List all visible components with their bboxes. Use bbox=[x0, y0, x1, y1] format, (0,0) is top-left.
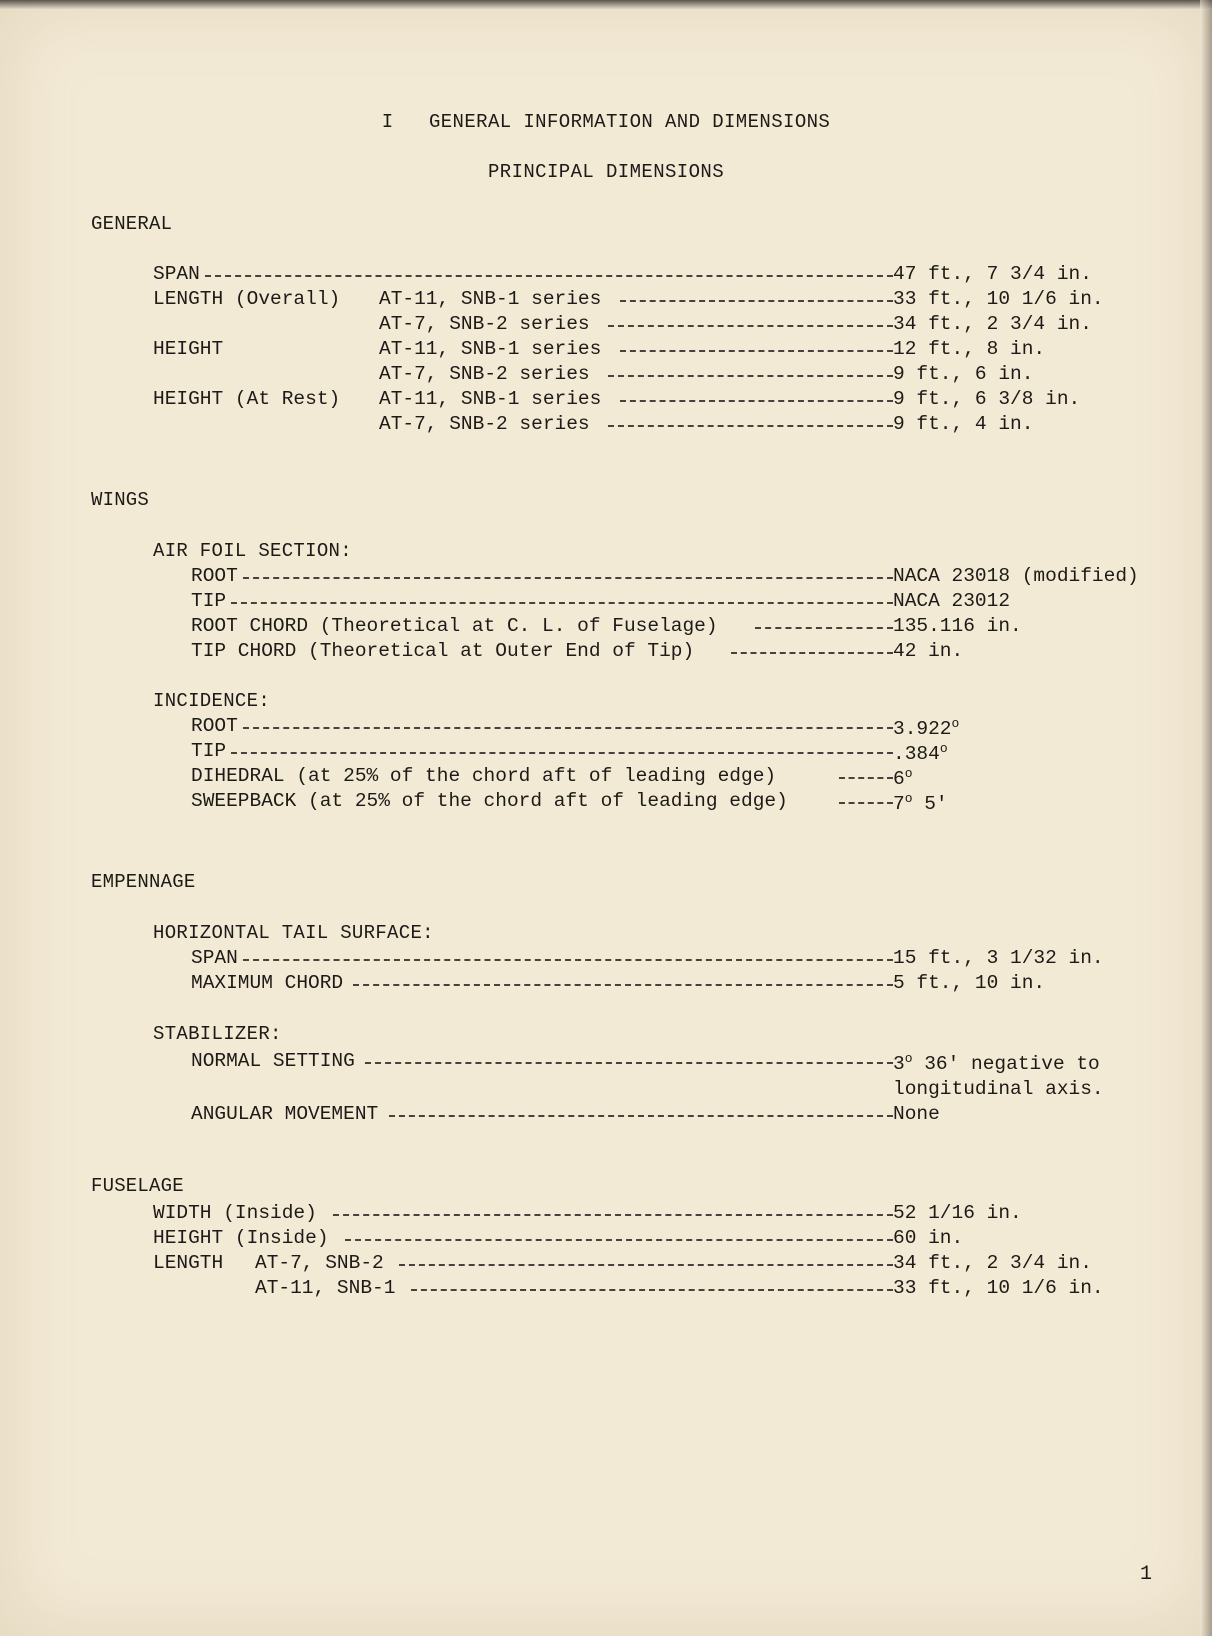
maximum-chord-label: MAXIMUM CHORD bbox=[191, 972, 344, 994]
air-foil-section-title: AIR FOIL SECTION: bbox=[153, 540, 352, 562]
general-height-model-at7: AT-7, SNB-2 series bbox=[379, 363, 590, 385]
general-row-height-rest-at7 bbox=[153, 415, 1153, 439]
general-height-label: HEIGHT bbox=[153, 338, 224, 360]
incidence-root-label: ROOT bbox=[191, 715, 238, 737]
air-foil-row-root bbox=[153, 567, 1153, 591]
angular-movement-value: None bbox=[893, 1103, 940, 1125]
general-span-value: 47 ft., 7 3/4 in. bbox=[893, 263, 1092, 285]
leader-line bbox=[755, 627, 893, 629]
general-height-rest-value-at7: 9 ft., 4 in. bbox=[893, 413, 1034, 435]
fuselage-row-height bbox=[153, 1229, 1153, 1253]
root-chord-label: ROOT CHORD (Theoretical at C. L. of Fuselage) bbox=[191, 615, 718, 637]
general-length-model-at7: AT-7, SNB-2 series bbox=[379, 313, 590, 335]
leader-line bbox=[839, 802, 893, 804]
incidence-tip-label: TIP bbox=[191, 740, 227, 762]
incidence-row-root bbox=[153, 717, 1153, 741]
fuselage-length-value-at11: 33 ft., 10 1/6 in. bbox=[893, 1277, 1104, 1299]
leader-line bbox=[333, 1214, 893, 1216]
incidence-row-tip bbox=[153, 742, 1153, 766]
principal-dimensions-heading: PRINCIPAL DIMENSIONS bbox=[487, 161, 725, 183]
leader-line bbox=[620, 350, 893, 352]
general-row-height-at11 bbox=[153, 340, 1153, 364]
air-foil-row-tip bbox=[153, 592, 1153, 616]
fuselage-length-model-at7: AT-7, SNB-2 bbox=[255, 1252, 384, 1274]
sweepback-label: SWEEPBACK (at 25% of the chord aft of leading edge) bbox=[191, 790, 788, 812]
horizontal-row-span bbox=[153, 949, 1153, 973]
general-row-height-rest-at11 bbox=[153, 390, 1153, 414]
horizontal-tail-title: HORIZONTAL TAIL SURFACE: bbox=[153, 922, 434, 944]
empennage-section-title: EMPENNAGE bbox=[91, 871, 196, 893]
degree-mark: o bbox=[904, 1051, 913, 1066]
tip-chord-value: 42 in. bbox=[893, 640, 964, 662]
stabilizer-row-angular-movement bbox=[153, 1105, 1153, 1129]
leader-line bbox=[608, 325, 893, 327]
air-foil-root-label: ROOT bbox=[191, 565, 238, 587]
section-heading: I GENERAL INFORMATION AND DIMENSIONS bbox=[381, 111, 831, 133]
degree-mark: o bbox=[904, 766, 913, 781]
fuselage-height-value: 60 in. bbox=[893, 1227, 964, 1249]
air-foil-row-tip-chord bbox=[153, 642, 1153, 666]
stabilizer-title: STABILIZER: bbox=[153, 1023, 282, 1045]
dihedral-label: DIHEDRAL (at 25% of the chord aft of leading edge) bbox=[191, 765, 777, 787]
general-row-length-at7 bbox=[153, 315, 1153, 339]
incidence-tip-value: .384$^o$ bbox=[893, 741, 948, 765]
normal-setting-value: 3$^o$ 36' negative to bbox=[893, 1051, 1100, 1075]
root-chord-value: 135.116 in. bbox=[893, 615, 1022, 637]
general-height-rest-model-at11: AT-11, SNB-1 series bbox=[379, 388, 602, 410]
page-number: 1 bbox=[1140, 1563, 1153, 1586]
leader-line bbox=[731, 652, 893, 654]
fuselage-length-value-at7: 34 ft., 2 3/4 in. bbox=[893, 1252, 1092, 1274]
general-height-value-at11: 12 ft., 8 in. bbox=[893, 338, 1046, 360]
general-span-label: SPAN bbox=[153, 263, 200, 285]
fuselage-length-label: LENGTH bbox=[153, 1252, 224, 1274]
fuselage-row-length-at11 bbox=[153, 1279, 1153, 1303]
general-row-span bbox=[153, 265, 1153, 289]
incidence-title: INCIDENCE: bbox=[153, 690, 271, 712]
general-height-value-at7: 9 ft., 6 in. bbox=[893, 363, 1034, 385]
general-height-rest-label: HEIGHT (At Rest) bbox=[153, 388, 341, 410]
sweepback-value: 7$^o$ 5' bbox=[893, 791, 948, 815]
general-length-label: LENGTH (Overall) bbox=[153, 288, 341, 310]
degree-mark: o bbox=[904, 791, 913, 806]
leader-line bbox=[389, 1115, 893, 1117]
wings-section-title: WINGS bbox=[91, 489, 150, 511]
fuselage-width-label: WIDTH (Inside) bbox=[153, 1202, 317, 1224]
incidence-row-dihedral bbox=[153, 767, 1153, 791]
general-length-model-at11: AT-11, SNB-1 series bbox=[379, 288, 602, 310]
leader-line bbox=[231, 602, 893, 604]
general-height-rest-model-at7: AT-7, SNB-2 series bbox=[379, 413, 590, 435]
horizontal-span-label: SPAN bbox=[191, 947, 238, 969]
maximum-chord-value: 5 ft., 10 in. bbox=[893, 972, 1046, 994]
leader-line bbox=[345, 1239, 893, 1241]
leader-line bbox=[243, 959, 893, 961]
air-foil-row-root-chord bbox=[153, 617, 1153, 641]
degree-mark: o bbox=[951, 716, 960, 731]
fuselage-row-width bbox=[153, 1204, 1153, 1228]
dihedral-value: 6$^o$ bbox=[893, 766, 913, 790]
leader-line bbox=[839, 777, 893, 779]
air-foil-root-value: NACA 23018 (modified) bbox=[893, 565, 1139, 587]
general-length-value-at7: 34 ft., 2 3/4 in. bbox=[893, 313, 1092, 335]
general-row-length-at11 bbox=[153, 290, 1153, 314]
general-row-height-at7 bbox=[153, 365, 1153, 389]
fuselage-length-model-at11: AT-11, SNB-1 bbox=[255, 1277, 396, 1299]
leader-line bbox=[353, 984, 893, 986]
general-length-value-at11: 33 ft., 10 1/6 in. bbox=[893, 288, 1104, 310]
tip-chord-label: TIP CHORD (Theoretical at Outer End of Tip) bbox=[191, 640, 695, 662]
normal-setting-label: NORMAL SETTING bbox=[191, 1050, 355, 1072]
leader-line bbox=[243, 577, 893, 579]
leader-line bbox=[243, 727, 893, 729]
leader-line bbox=[608, 375, 893, 377]
leader-line bbox=[620, 300, 893, 302]
general-height-model-at11: AT-11, SNB-1 series bbox=[379, 338, 602, 360]
air-foil-tip-value: NACA 23012 bbox=[893, 590, 1011, 612]
degree-mark: o bbox=[939, 741, 948, 756]
horizontal-row-max-chord bbox=[153, 974, 1153, 998]
leader-line bbox=[411, 1289, 893, 1291]
fuselage-section-title: FUSELAGE bbox=[91, 1175, 184, 1197]
leader-line bbox=[231, 752, 893, 754]
stabilizer-row-normal-setting bbox=[153, 1052, 1153, 1076]
leader-line bbox=[205, 275, 893, 277]
incidence-root-value: 3.922$^o$ bbox=[893, 716, 960, 740]
general-height-rest-value-at11: 9 ft., 6 3/8 in. bbox=[893, 388, 1081, 410]
angular-movement-label: ANGULAR MOVEMENT bbox=[191, 1103, 379, 1125]
fuselage-height-label: HEIGHT (Inside) bbox=[153, 1227, 329, 1249]
horizontal-span-value: 15 ft., 3 1/32 in. bbox=[893, 947, 1104, 969]
normal-setting-continuation: longitudinal axis. bbox=[893, 1078, 1104, 1100]
fuselage-row-length-at7 bbox=[153, 1254, 1153, 1278]
incidence-row-sweepback bbox=[153, 792, 1153, 816]
fuselage-width-value: 52 1/16 in. bbox=[893, 1202, 1022, 1224]
air-foil-tip-label: TIP bbox=[191, 590, 227, 612]
leader-line bbox=[620, 400, 893, 402]
general-section-title: GENERAL bbox=[91, 213, 173, 235]
leader-line bbox=[608, 425, 893, 427]
leader-line bbox=[399, 1264, 893, 1266]
leader-line bbox=[365, 1062, 893, 1064]
